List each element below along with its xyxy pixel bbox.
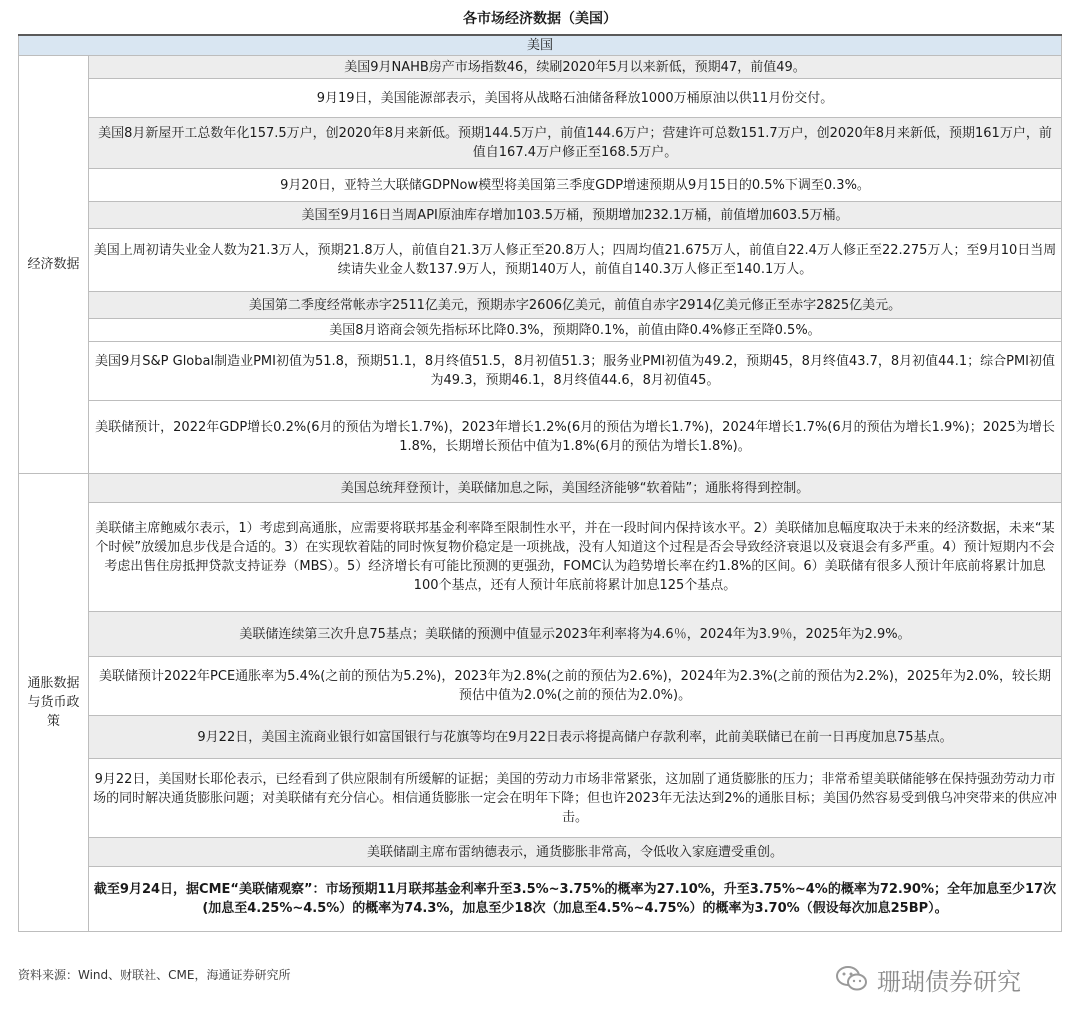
list-item: 美联储副主席布雷纳德表示，通货膨胀非常高，令低收入家庭遭受重创。 <box>89 838 1062 867</box>
list-item: 美国9月NAHB房产市场指数46，续刷2020年5月以来新低，预期47，前值49。 <box>89 56 1062 79</box>
list-item: 美联储主席鲍威尔表示，1）考虑到高通胀，应需要将联邦基金利率降至限制性水平，并在一段时间内保持该水平。2）美联储加息幅度取决于未来的经济数据，未来“某个时候”放缓加息步伐是合适的。3）在实现软着陆的同时恢复物价稳定是一项挑战，没有人知道这个过程是否会导致经济衰退以及衰退会有多严重。4）预计短期内不会考虑出售住房抵押贷款支持证券（MBS）。5）经济增长有可能比预测的更强劲，FOMC认为趋势增长率在约1.8%的区间。6）美联储有很多人预计年底前将累计加息100个基点，还有人预计年底前将累计加息125个基点。 <box>89 503 1062 612</box>
economic-data-table <box>18 34 1062 932</box>
table-row <box>19 503 1062 612</box>
table-row <box>19 716 1062 759</box>
wechat-icon <box>835 964 869 994</box>
table-row <box>19 79 1062 118</box>
list-item: 美联储预计，2022年GDP增长0.2%(6月的预估为增长1.7%)，2023年增长1.2%(6月的预估为增长1.7%)，2024年增长1.7%(6月的预估为增长1.9%)；2025为增长1.8%，长期增长预估中值为1.8%(6月的预估为增长1.8%)。 <box>89 401 1062 474</box>
list-item: 美国8月新屋开工总数年化157.5万户，创2020年8月来新低。预期144.5万户，前值144.6万户；营建许可总数151.7万户，创2020年8月来新低，预期161万户，前值自167.4万户修正至168.5万户。 <box>89 118 1062 169</box>
list-item: 美国8月谘商会领先指标环比降0.3%，预期降0.1%，前值由降0.4%修正至降0.5%。 <box>89 319 1062 342</box>
list-item: 美国总统拜登预计，美联储加息之际，美国经济能够“软着陆”；通胀将得到控制。 <box>89 474 1062 503</box>
table-row <box>19 612 1062 657</box>
list-item: 9月22日，美国财长耶伦表示，已经看到了供应限制有所缓解的证据；美国的劳动力市场非常紧张，这加剧了通货膨胀的压力；非常希望美联储能够在保持强劲劳动力市场的同时解决通货膨胀问题；对美联储有充分信心。相信通货膨胀一定会在明年下降；但也许2023年无法达到2%的通胀目标；美国仍然容易受到俄乌冲突带来的供应冲击。 <box>89 759 1062 838</box>
table-row <box>19 474 1062 503</box>
table-row <box>19 867 1062 932</box>
table-row <box>19 401 1062 474</box>
region-header-row <box>19 35 1062 56</box>
table-row <box>19 342 1062 401</box>
table-row <box>19 292 1062 319</box>
region-header: 美国 <box>19 35 1062 56</box>
list-item: 美国至9月16日当周API原油库存增加103.5万桶，预期增加232.1万桶，前值增加603.5万桶。 <box>89 202 1062 229</box>
list-item: 截至9月24日，据CME“美联储观察”：市场预期11月联邦基金利率升至3.5%~3.75%的概率为27.10%，升至3.75%~4%的概率为72.90%；全年加息至少17次(加息至4.25%~4.5%）的概率为74.3%，加息至少18次（加息至4.5%~4.75%）的概率为3.70%（假设每次加息25BP）。 <box>89 867 1062 932</box>
table-row <box>19 657 1062 716</box>
table-row <box>19 759 1062 838</box>
list-item: 美联储连续第三次升息75基点；美联储的预测中值显示2023年利率将为4.6％，2024年为3.9％，2025年为2.9%。 <box>89 612 1062 657</box>
watermark-text: 珊瑚债券研究 <box>877 967 1021 996</box>
table-row <box>19 169 1062 202</box>
list-item: 9月22日，美国主流商业银行如富国银行与花旗等均在9月22日表示将提高储户存款利率，此前美联储已在前一日再度加息75基点。 <box>89 716 1062 759</box>
table-row <box>19 229 1062 292</box>
document-title: 各市场经济数据（美国） <box>463 11 617 27</box>
table-row <box>19 838 1062 867</box>
source-note: 资料来源：Wind、财联社、CME，海通证券研究所 <box>18 968 291 982</box>
watermark <box>835 962 1021 996</box>
list-item: 9月19日，美国能源部表示，美国将从战略石油储备释放1000万桶原油以供11月份交付。 <box>89 79 1062 118</box>
list-item: 美联储预计2022年PCE通胀率为5.4%(之前的预估为5.2%)，2023年为2.8%(之前的预估为2.6%)，2024年为2.3%(之前的预估为2.2%)，2025年为2.0%，较长期预估中值为2.0%(之前的预估为2.0%)。 <box>89 657 1062 716</box>
list-item: 美国上周初请失业金人数为21.3万人，预期21.8万人，前值自21.3万人修正至20.8万人；四周均值21.675万人，前值自22.4万人修正至22.275万人；至9月10日当周续请失业金人数137.9万人，预期140万人，前值自140.3万人修正至140.1万人。 <box>89 229 1062 292</box>
category-cell: 经济数据 <box>19 56 89 474</box>
category-cell: 通胀数据与货币政策 <box>19 474 89 932</box>
list-item: 美国9月S&P Global制造业PMI初值为51.8，预期51.1，8月终值51.5，8月初值51.3；服务业PMI初值为49.2，预期45，8月终值43.7，8月初值44.1；综合PMI初值为49.3，预期46.1，8月终值44.6，8月初值45。 <box>89 342 1062 401</box>
table-row <box>19 118 1062 169</box>
table-row <box>19 202 1062 229</box>
table-row <box>19 319 1062 342</box>
table-row <box>19 56 1062 79</box>
list-item: 美国第二季度经常帐赤字2511亿美元，预期赤字2606亿美元，前值自赤字2914亿美元修正至赤字2825亿美元。 <box>89 292 1062 319</box>
list-item: 9月20日，亚特兰大联储GDPNow模型将美国第三季度GDP增速预期从9月15日的0.5%下调至0.3%。 <box>89 169 1062 202</box>
